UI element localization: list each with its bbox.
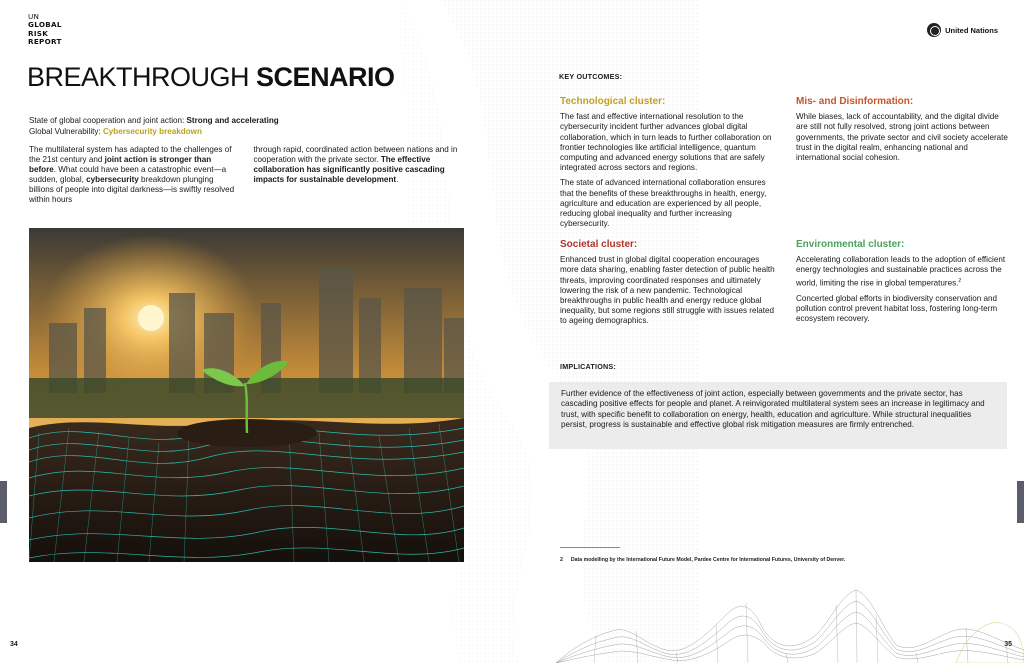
intro-bold-span: cybersecurity — [86, 175, 139, 184]
env-text: Accelerating collaboration leads to the adoption of efficient energy technologies and sustainable practices across the world, limiting the rise in global temperatures. — [796, 255, 1006, 288]
right-side-tab — [1017, 481, 1024, 523]
title-bold: SCENARIO — [256, 62, 395, 92]
seedling-illustration — [29, 228, 464, 562]
footnote-rule — [560, 547, 620, 548]
page-title — [27, 62, 395, 93]
page-number-left: 34 — [10, 641, 18, 648]
cluster-title: Societal cluster: — [560, 239, 638, 250]
cluster-societal — [560, 240, 780, 332]
intro-text-span: . What could have been a catastrophic event—a sudden, global, — [29, 165, 227, 184]
cooperation-line — [29, 116, 449, 127]
cluster-paragraph — [796, 255, 1010, 288]
logo-line-risk: RISK — [28, 28, 49, 38]
cluster-paragraph: The fast and effective international resolution to the cybersecurity incident further advances global digital collaboration, which in turn leads to further collaboration on frontier technologies like artificial intelligence, quantum computing and advanced energy solutions that are safely integrated across sectors and regions. — [560, 112, 772, 173]
report-logo — [28, 13, 62, 47]
logo-line-un: UN — [28, 12, 40, 21]
implications-text: Further evidence of the effectiveness of joint action, especially between governments and the private sector, has cascading positive effects for people and planet. A reinvigorated multilateral system sees an increase in legitimacy and trust, with specific benefit to collaboration on energy, health, education and agriculture. While structural inequalities persist, progress is sustainable and effective global risk mitigation measures are firmly entrenched. — [561, 389, 985, 430]
un-brand — [927, 23, 998, 37]
intro-text-span: . — [396, 175, 399, 184]
intro-text-span: through rapid, coordinated action between nations and in cooperation with the private sector. — [253, 145, 458, 164]
vulnerability-label: Global Vulnerability: — [29, 126, 101, 136]
logo-line-report: REPORT — [28, 37, 62, 47]
cluster-paragraph: The state of advanced international collaboration ensures that the benefits of these breakthroughs in health, energy, agriculture and education are experienced by all people, reducing global inequality and further increasing cybersecurity. — [560, 178, 767, 229]
logo-line-global: GLOBAL — [28, 20, 62, 30]
intro-bold-span: joint action is stronger than before — [29, 155, 212, 174]
title-light: BREAKTHROUGH — [27, 62, 250, 92]
intro-text — [29, 145, 464, 205]
cluster-misinformation — [796, 97, 1010, 168]
implications-box — [549, 382, 1007, 449]
cluster-title: Mis- and Disinformation: — [796, 96, 914, 107]
intro-text-span: The multilateral system has adapted to the challenges of the 21st century and — [29, 145, 232, 164]
cluster-title: Environmental cluster: — [796, 239, 905, 250]
vulnerability-line — [29, 127, 449, 138]
vulnerability-value: Cybersecurity breakdown — [102, 126, 202, 136]
intro-bold-span: The effective collaboration has significantly positive cascading impacts for sustainable development — [253, 155, 445, 184]
cluster-environmental — [796, 240, 1010, 329]
footnote — [560, 557, 853, 563]
cluster-paragraph: While biases, lack of accountability, and the digital divide are still not fully resolved, strong joint actions between governments, the private sector and civil society accelerate trust in the digital realm, enhancing national and international social cohesion. — [796, 112, 1008, 163]
cluster-title: Technological cluster: — [560, 96, 666, 107]
wireframe-mountain-decoration — [556, 575, 1024, 663]
cooperation-value: Strong and accelerating — [186, 116, 279, 125]
cluster-paragraph: Enhanced trust in global digital cooperation encourages more data sharing, enabling faster detection of public health threats, improving coordinated responses and ultimately lowering the risk of a new pandemic. Technological breakthroughs in public health and energy reduce global inequality, but some regions still struggle with issues related to ageing demographics. — [560, 255, 775, 326]
cooperation-label: State of global cooperation and joint action: — [29, 116, 185, 125]
intro-col-2 — [254, 145, 465, 205]
hero-image-seedling — [29, 228, 464, 562]
left-side-tab — [0, 481, 7, 523]
footnote-marker: 2 — [958, 277, 962, 284]
page-number-right: 35 — [1004, 641, 1012, 648]
scenario-state — [29, 116, 449, 137]
intro-col-1 — [29, 145, 240, 205]
key-outcomes-heading: KEY OUTCOMES: — [559, 72, 623, 81]
implications-heading: IMPLICATIONS: — [560, 362, 616, 371]
cluster-technological — [560, 97, 780, 234]
un-brand-name: United Nations — [945, 25, 998, 35]
footnote-number: 2 — [560, 557, 563, 563]
footnote-text: Data modelling by the International Future Model, Pardee Centre for International Futures, University of Denver. — [570, 557, 846, 563]
un-emblem-icon — [927, 23, 941, 37]
cluster-paragraph: Concerted global efforts in biodiversity conservation and pollution control prevent habitat loss, fostering long-term ecosystem recovery. — [796, 293, 998, 323]
intro-text-span: breakdown plunging billions of people into digital darkness—is swiftly resolved within hours — [29, 175, 235, 204]
